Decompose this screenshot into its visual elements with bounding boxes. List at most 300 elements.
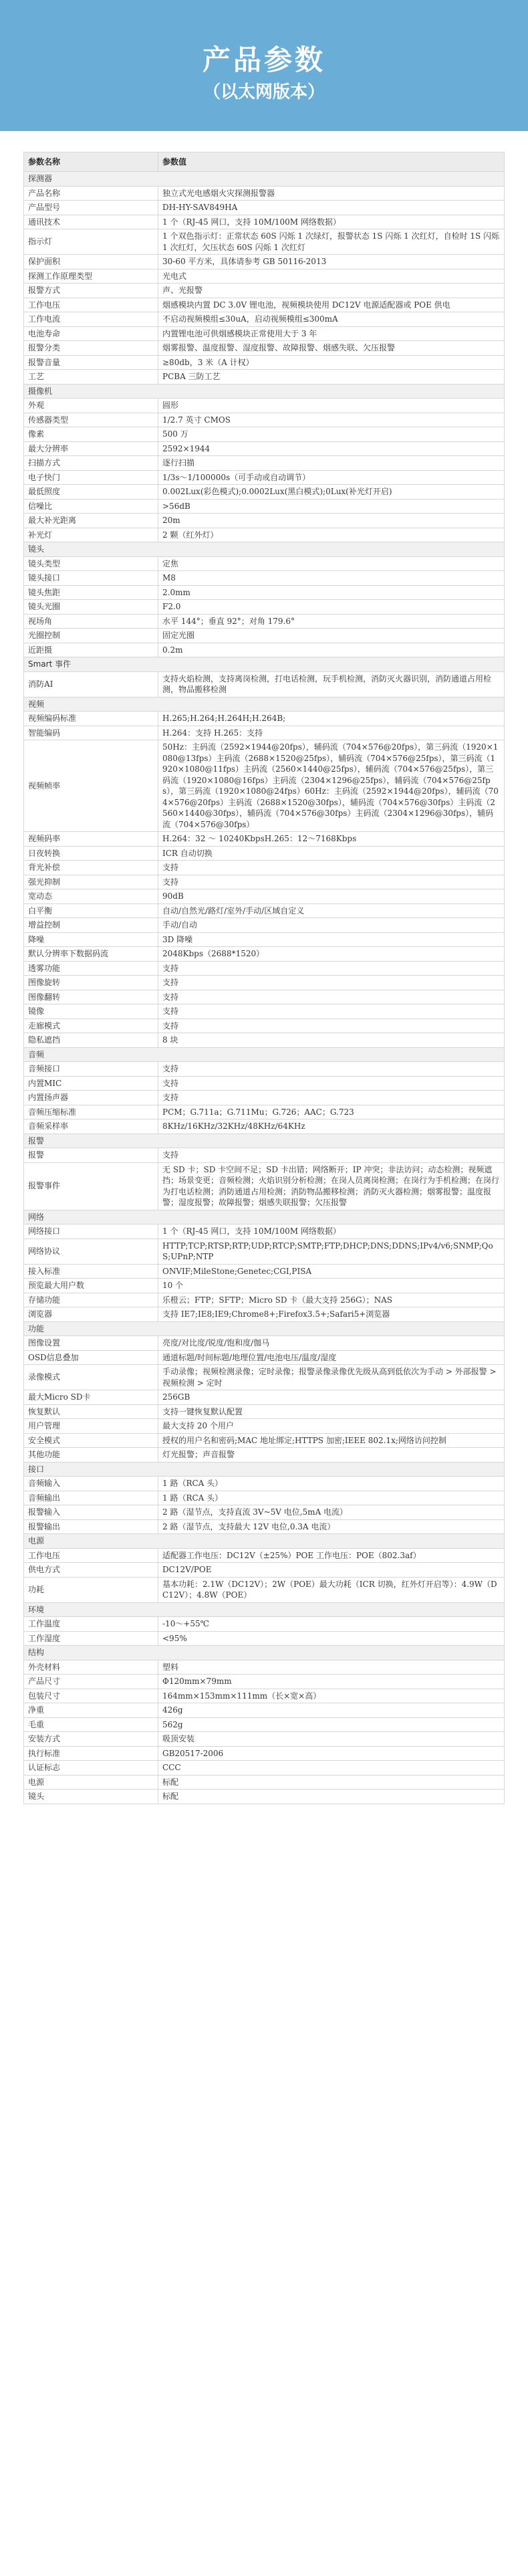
param-name: 宽动态	[24, 889, 158, 904]
table-row	[24, 1775, 505, 1790]
param-name: 白平衡	[24, 903, 158, 918]
param-value: 光电式	[158, 269, 505, 284]
param-value: 2.0mm	[158, 585, 505, 600]
table-row	[24, 1732, 505, 1747]
table-row	[24, 312, 505, 327]
param-name: 最大补光距离	[24, 514, 158, 528]
param-name: 隐私遮挡	[24, 1033, 158, 1048]
param-name: 报警分类	[24, 341, 158, 356]
table-row	[24, 1761, 505, 1776]
param-name: 净重	[24, 1703, 158, 1718]
param-value: 固定光圈	[158, 629, 505, 643]
table-row	[24, 1703, 505, 1718]
table-row	[24, 370, 505, 385]
table-row	[24, 861, 505, 875]
table-row	[24, 585, 505, 600]
table-row	[24, 341, 505, 356]
table-row	[24, 499, 505, 514]
table-row	[24, 1018, 505, 1033]
param-name: 音频输出	[24, 1491, 158, 1505]
param-name: 毛重	[24, 1717, 158, 1732]
spec-table-container	[23, 152, 505, 1804]
table-row	[24, 1350, 505, 1365]
param-value: <95%	[158, 1631, 505, 1646]
table-row	[24, 456, 505, 471]
param-value: 支持	[158, 976, 505, 990]
table-row	[24, 1617, 505, 1632]
table-row	[24, 1689, 505, 1703]
param-name: 用户管理	[24, 1419, 158, 1434]
table-row	[24, 1293, 505, 1307]
section-title: 电源	[24, 1534, 505, 1549]
param-value: 2592×1944	[158, 441, 505, 456]
param-value: 1 个（RJ-45 网口，支持 10M/100M 网络数据）	[158, 1224, 505, 1239]
param-name: 探测工作原理类型	[24, 269, 158, 284]
param-value: 烟雾报警、温度报警、湿度报警、故障报警、烟感失联、欠压报警	[158, 341, 505, 356]
param-name: 降噪	[24, 932, 158, 947]
param-name: 电池寿命	[24, 326, 158, 341]
table-row	[24, 215, 505, 229]
param-value: 支持	[158, 861, 505, 875]
table-row	[24, 427, 505, 442]
param-name: 报警方式	[24, 284, 158, 298]
table-row	[24, 441, 505, 456]
param-name: 智能编码	[24, 726, 158, 740]
param-name: 网络接口	[24, 1224, 158, 1239]
title-banner	[0, 0, 528, 131]
param-name: 内置扬声器	[24, 1091, 158, 1105]
param-value: 1 个（RJ-45 网口，支持 10M/100M 网络数据）	[158, 215, 505, 229]
table-row	[24, 614, 505, 629]
param-name: 最低照度	[24, 485, 158, 500]
section-row	[24, 172, 505, 187]
table-row	[24, 269, 505, 284]
param-name: 像素	[24, 427, 158, 442]
param-value: 1 路（RCA 头）	[158, 1477, 505, 1491]
param-value: ICR 自动切换	[158, 846, 505, 861]
table-row	[24, 1105, 505, 1119]
table-row	[24, 1091, 505, 1105]
param-name: 产品型号	[24, 201, 158, 215]
table-row	[24, 671, 505, 697]
param-name: 镜头光圈	[24, 600, 158, 615]
table-row	[24, 712, 505, 726]
table-row	[24, 1519, 505, 1534]
param-name: 认证标志	[24, 1761, 158, 1776]
param-name: 信噪比	[24, 499, 158, 514]
section-title: 网络	[24, 1210, 505, 1224]
param-name: 录像模式	[24, 1365, 158, 1390]
table-row	[24, 740, 505, 832]
table-row	[24, 514, 505, 528]
table-row	[24, 413, 505, 427]
param-value: ≥80db，3 米（A 计权）	[158, 355, 505, 370]
param-name: 外观	[24, 399, 158, 413]
table-row	[24, 1505, 505, 1520]
param-value: 手动/自动	[158, 918, 505, 933]
param-value: 支持	[158, 1148, 505, 1163]
header-param-value: 参数值	[158, 152, 505, 172]
param-name: 音频接口	[24, 1062, 158, 1077]
param-name: 内置MIC	[24, 1076, 158, 1091]
spec-table-body	[24, 152, 505, 1804]
table-row	[24, 556, 505, 571]
table-row	[24, 470, 505, 485]
table-row	[24, 918, 505, 933]
section-title: 摄像机	[24, 384, 505, 399]
param-value: 吸顶安装	[158, 1732, 505, 1747]
param-name: 日夜转换	[24, 846, 158, 861]
param-name: 产品尺寸	[24, 1675, 158, 1689]
table-row	[24, 846, 505, 861]
param-value: 支持火焰检测，支持离岗检测，打电话检测，玩手机检测，消防灭火器识别，消防通道占用检测，物品搬移检测	[158, 671, 505, 697]
param-value: 支持	[158, 875, 505, 889]
section-row	[24, 542, 505, 557]
table-row	[24, 1365, 505, 1390]
param-name: 工作电流	[24, 312, 158, 327]
section-title: 音频	[24, 1047, 505, 1062]
param-name: 产品名称	[24, 186, 158, 201]
param-value: H.264：支持 H.265：支持	[158, 726, 505, 740]
table-row	[24, 629, 505, 643]
section-title: Smart 事件	[24, 657, 505, 672]
table-row	[24, 600, 505, 615]
table-row	[24, 201, 505, 215]
param-name: 工作电压	[24, 298, 158, 312]
param-value: 标配	[158, 1775, 505, 1790]
table-row	[24, 1660, 505, 1675]
table-row	[24, 1390, 505, 1405]
param-name: 音频采样率	[24, 1119, 158, 1134]
table-row	[24, 976, 505, 990]
param-value: 标配	[158, 1790, 505, 1804]
section-title: 探测器	[24, 172, 505, 187]
table-row	[24, 1307, 505, 1322]
param-value: DC12V/POE	[158, 1563, 505, 1578]
param-value: Φ120mm×79mm	[158, 1675, 505, 1689]
param-value: 支持	[158, 1091, 505, 1105]
section-row	[24, 657, 505, 672]
param-value: 90dB	[158, 889, 505, 904]
param-name: 电源	[24, 1775, 158, 1790]
param-name: 视频帧率	[24, 740, 158, 832]
table-row	[24, 1148, 505, 1163]
param-name: 音频输入	[24, 1477, 158, 1491]
param-value: -10～+55℃	[158, 1617, 505, 1632]
table-row	[24, 186, 505, 201]
table-row	[24, 903, 505, 918]
param-value: 适配器工作电压：DC12V（±25%）POE 工作电压：POE（802.3af）	[158, 1548, 505, 1563]
param-value: 烟感模块内置 DC 3.0V 锂电池，视频模块使用 DC12V 电源适配器或 POE 供电	[158, 298, 505, 312]
table-row	[24, 1448, 505, 1463]
param-value: 10 个	[158, 1279, 505, 1293]
param-value: 无 SD 卡；SD 卡空间不足；SD 卡出错；网络断开；IP 冲突；非法访问；动态检测；视频遮挡；场景变更；音频检测；火焰识别分析检测；在岗人员离岗检测；在岗行为手机检测；在岗行为打电话检测；消防通道占用检测；消防物品搬移检测；消防灭火器检测；烟雾报警；温度报警；湿度报警；故障报警；烟感失联报警；欠压报警	[158, 1162, 505, 1210]
param-value: >56dB	[158, 499, 505, 514]
section-title: 报警	[24, 1134, 505, 1148]
param-name: 包装尺寸	[24, 1689, 158, 1703]
table-row	[24, 255, 505, 270]
table-row	[24, 990, 505, 1004]
param-value: 支持一键恢复默认配置	[158, 1404, 505, 1419]
table-row	[24, 399, 505, 413]
table-row	[24, 1577, 505, 1602]
param-name: 视频编码标准	[24, 712, 158, 726]
table-row	[24, 1239, 505, 1264]
section-row	[24, 1210, 505, 1224]
section-row	[24, 1646, 505, 1660]
param-name: 视频码率	[24, 832, 158, 847]
param-value: 圆形	[158, 399, 505, 413]
table-row	[24, 528, 505, 542]
param-value: 1/3s～1/100000s（可手动或自动调节）	[158, 470, 505, 485]
param-value: 500 万	[158, 427, 505, 442]
section-title: 镜头	[24, 542, 505, 557]
param-value: 3D 降噪	[158, 932, 505, 947]
section-row	[24, 1462, 505, 1477]
param-name: 电子快门	[24, 470, 158, 485]
param-value: 支持	[158, 1004, 505, 1019]
table-row	[24, 1790, 505, 1804]
param-value: 声、光报警	[158, 284, 505, 298]
page-title: 产品参数	[202, 43, 325, 76]
table-row	[24, 1631, 505, 1646]
param-name: 图像翻转	[24, 990, 158, 1004]
param-value: 乐橙云；FTP；SFTP；Micro SD 卡（最大支持 256G）；NAS	[158, 1293, 505, 1307]
param-name: 扫描方式	[24, 456, 158, 471]
param-value: 亮度/对比度/锐度/饱和度/伽马	[158, 1336, 505, 1351]
param-value: 20m	[158, 514, 505, 528]
param-value: 1 路（RCA 头）	[158, 1491, 505, 1505]
param-value: PCBA 三防工艺	[158, 370, 505, 385]
param-value: GB20517-2006	[158, 1746, 505, 1761]
section-row	[24, 1047, 505, 1062]
param-value: 支持	[158, 1076, 505, 1091]
section-row	[24, 1602, 505, 1617]
section-row	[24, 1534, 505, 1549]
table-row	[24, 1433, 505, 1448]
section-title: 环境	[24, 1602, 505, 1617]
param-name: 增益控制	[24, 918, 158, 933]
table-row	[24, 485, 505, 500]
param-name: 最大分辨率	[24, 441, 158, 456]
param-value: 256GB	[158, 1390, 505, 1405]
table-row	[24, 947, 505, 962]
table-row	[24, 284, 505, 298]
param-value: 2 路（湿节点，支持最大 12V 电位,0.3A 电流）	[158, 1519, 505, 1534]
param-name: 背光补偿	[24, 861, 158, 875]
param-name: 传感器类型	[24, 413, 158, 427]
param-value: H.265;H.264;H.264H;H.264B;	[158, 712, 505, 726]
param-name: 恢复默认	[24, 1404, 158, 1419]
table-row	[24, 875, 505, 889]
table-row	[24, 1419, 505, 1434]
section-row	[24, 384, 505, 399]
param-name: 存储功能	[24, 1293, 158, 1307]
param-value: PCM；G.711a；G.711Mu；G.726；AAC；G.723	[158, 1105, 505, 1119]
table-row	[24, 1033, 505, 1048]
param-name: 工作电压	[24, 1548, 158, 1563]
header-param-name: 参数名称	[24, 152, 158, 172]
param-value: 426g	[158, 1703, 505, 1718]
param-name: 报警事件	[24, 1162, 158, 1210]
param-name: 光圈控制	[24, 629, 158, 643]
param-value: 内置锂电池可供烟感模块正常使用大于 3 年	[158, 326, 505, 341]
table-row	[24, 1548, 505, 1563]
param-value: DH-HY-SAV849HA	[158, 201, 505, 215]
table-row	[24, 1004, 505, 1019]
param-name: 功耗	[24, 1577, 158, 1602]
param-name: 其他功能	[24, 1448, 158, 1463]
table-row	[24, 1404, 505, 1419]
param-value: 支持	[158, 990, 505, 1004]
section-row	[24, 1134, 505, 1148]
param-name: 近距摄	[24, 643, 158, 657]
param-value: 支持	[158, 1062, 505, 1077]
param-name: 镜头	[24, 1790, 158, 1804]
param-name: 图像旋转	[24, 976, 158, 990]
param-name: 安装方式	[24, 1732, 158, 1747]
table-row	[24, 961, 505, 976]
param-name: 默认分辨率下数据码流	[24, 947, 158, 962]
param-name: 镜头接口	[24, 571, 158, 586]
param-name: 强光抑制	[24, 875, 158, 889]
param-name: 指示灯	[24, 229, 158, 255]
param-value: 灯光报警；声音报警	[158, 1448, 505, 1463]
param-value: 2 路（湿节点，支持直流 3V~5V 电位,5mA 电流）	[158, 1505, 505, 1520]
param-value: 50Hz：主码流（2592×1944@20fps），辅码流（704×576@20fps），第三码流（1920×1080@13fps）主码流（2688×1520@25fps），辅码流（704×576@25fps），第三码流（1920×1080@11fps）主码流（2560×1440@25fps），辅码流（704×576@25fps），第三码流（1920×1080@16fps）主码流（2304×1296@25fps），辅码流（704×576@25fps），第三码流（1920×1080@24fps）60Hz：主码流（2592×1944@20fps），辅码流（704×576@20fps）主码流（2688×1520@30fps），辅码流（704×576@30fps）主码流（2560×1440@30fps），辅码流（704×576@30fps）主码流（2304×1296@30fps），辅码流（704×576@30fps）	[158, 740, 505, 832]
param-value: 定焦	[158, 556, 505, 571]
param-name: 工艺	[24, 370, 158, 385]
param-name: 视场角	[24, 614, 158, 629]
table-row	[24, 1336, 505, 1351]
table-row	[24, 1563, 505, 1578]
section-title: 功能	[24, 1321, 505, 1336]
param-value: 基本功耗：2.1W（DC12V）；2W（POE）最大功耗（ICR 切换，红外灯开启等）：4.9W（DC12V）；4.8W（POE）	[158, 1577, 505, 1602]
param-value: 自动/自然光/路灯/室外/手动/区域自定义	[158, 903, 505, 918]
param-value: 0.2m	[158, 643, 505, 657]
param-value: 逐行扫描	[158, 456, 505, 471]
param-value: 水平 144°；垂直 92°；对角 179.6°	[158, 614, 505, 629]
param-name: 镜头类型	[24, 556, 158, 571]
param-value: 8KHz/16KHz/32KHz/48KHz/64KHz	[158, 1119, 505, 1134]
param-name: 消防AI	[24, 671, 158, 697]
table-row	[24, 1162, 505, 1210]
param-value: HTTP;TCP;RTSP;RTP;UDP;RTCP;SMTP;FTP;DHCP;DNS;DDNS;IPv4/v6;SNMP;QoS;UPnP;NTP	[158, 1239, 505, 1264]
param-value: 0.002Lux(彩色模式);0.0002Lux(黑白模式);0Lux(补光灯开启)	[158, 485, 505, 500]
table-row	[24, 355, 505, 370]
param-value: ONVIF;MileStone;Genetec;CGI,PISA	[158, 1264, 505, 1279]
table-row	[24, 229, 505, 255]
spec-table	[23, 152, 505, 1804]
param-value: 30-60 平方米，具体请参考 GB 50116-2013	[158, 255, 505, 270]
param-value: 通道标题/时间标题/地理位置/电池电压/温度/湿度	[158, 1350, 505, 1365]
param-value: F2.0	[158, 600, 505, 615]
section-row	[24, 697, 505, 712]
param-name: 报警输出	[24, 1519, 158, 1534]
table-row	[24, 326, 505, 341]
section-title: 接口	[24, 1462, 505, 1477]
table-row	[24, 832, 505, 847]
param-name: 工作温度	[24, 1617, 158, 1632]
param-name: 补光灯	[24, 528, 158, 542]
param-name: 网络协议	[24, 1239, 158, 1264]
table-row	[24, 1675, 505, 1689]
table-row	[24, 1119, 505, 1134]
param-name: 浏览器	[24, 1307, 158, 1322]
table-row	[24, 1224, 505, 1239]
table-row	[24, 1279, 505, 1293]
table-row	[24, 1076, 505, 1091]
param-value: 手动录像；视频检测录像；定时录像；报警录像录像优先级从高到低依次为手动 > 外部报警 > 视频检测 > 定时	[158, 1365, 505, 1390]
table-row	[24, 726, 505, 740]
param-name: 音频压缩标准	[24, 1105, 158, 1119]
table-row	[24, 643, 505, 657]
param-value: H.264：32 ～ 10240KbpsH.265：12～7168Kbps	[158, 832, 505, 847]
param-value: 不启动视频模组≤30uA，启动视频模组≤300mA	[158, 312, 505, 327]
param-name: 执行标准	[24, 1746, 158, 1761]
param-value: M8	[158, 571, 505, 586]
param-value: 塑料	[158, 1660, 505, 1675]
table-row	[24, 932, 505, 947]
param-name: OSD信息叠加	[24, 1350, 158, 1365]
table-row	[24, 889, 505, 904]
param-value: 2048Kbps（2688*1520）	[158, 947, 505, 962]
table-header-row	[24, 152, 505, 172]
param-value: 1 个双色指示灯：正常状态 60S 闪烁 1 次绿灯，报警状态 1S 闪烁 1 次红灯，自检时 1S 闪烁 1 次红灯，欠压状态 60S 闪烁 1 次红灯	[158, 229, 505, 255]
param-value: 164mm×153mm×111mm（长×宽×高）	[158, 1689, 505, 1703]
table-row	[24, 1264, 505, 1279]
section-row	[24, 1321, 505, 1336]
param-value: 支持 IE7;IE8;IE9;Chrome8+;Firefox3.5+;Safari5+浏览器	[158, 1307, 505, 1322]
param-value: 1/2.7 英寸 CMOS	[158, 413, 505, 427]
param-value: 授权的用户名和密码;MAC 地址绑定;HTTPS 加密;IEEE 802.1x;网络访问控制	[158, 1433, 505, 1448]
param-name: 走廊模式	[24, 1018, 158, 1033]
param-name: 报警	[24, 1148, 158, 1163]
param-name: 报警音量	[24, 355, 158, 370]
param-name: 预览最大用户数	[24, 1279, 158, 1293]
param-value: 最大支持 20 个用户	[158, 1419, 505, 1434]
param-value: 支持	[158, 961, 505, 976]
section-title: 结构	[24, 1646, 505, 1660]
param-value: 8 块	[158, 1033, 505, 1048]
param-name: 图像设置	[24, 1336, 158, 1351]
section-title: 视频	[24, 697, 505, 712]
param-name: 供电方式	[24, 1563, 158, 1578]
param-name: 工作湿度	[24, 1631, 158, 1646]
table-row	[24, 1477, 505, 1491]
table-row	[24, 298, 505, 312]
table-row	[24, 1062, 505, 1077]
param-name: 镜头焦距	[24, 585, 158, 600]
table-row	[24, 1717, 505, 1732]
param-value: 2 颗（红外灯）	[158, 528, 505, 542]
table-row	[24, 1491, 505, 1505]
param-value: 支持	[158, 1018, 505, 1033]
param-name: 报警输入	[24, 1505, 158, 1520]
param-name: 外壳材料	[24, 1660, 158, 1675]
param-value: 独立式光电感烟火灾探测报警器	[158, 186, 505, 201]
param-name: 通讯技术	[24, 215, 158, 229]
table-row	[24, 571, 505, 586]
param-name: 安全模式	[24, 1433, 158, 1448]
table-row	[24, 1746, 505, 1761]
param-name: 透雾功能	[24, 961, 158, 976]
param-name: 镜像	[24, 1004, 158, 1019]
param-name: 最大Micro SD卡	[24, 1390, 158, 1405]
param-value: 562g	[158, 1717, 505, 1732]
param-value: CCC	[158, 1761, 505, 1776]
param-name: 保护面积	[24, 255, 158, 270]
